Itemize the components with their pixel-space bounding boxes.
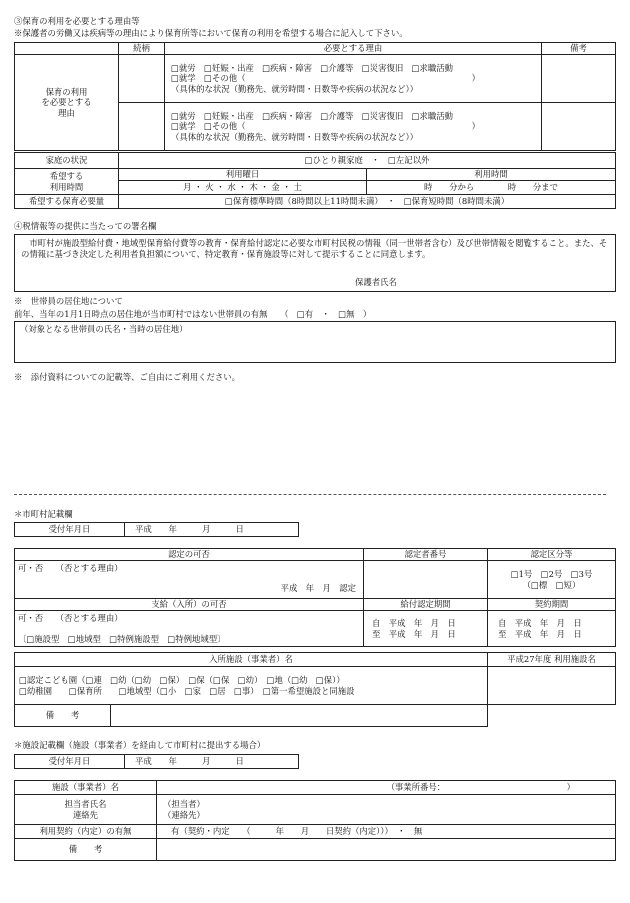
cert-line-1: 可・否 （否とする理由） bbox=[18, 563, 123, 573]
residence-title: ※ 世帯員の居住地について bbox=[14, 296, 123, 306]
facility-receipt-date[interactable]: 平成 年 月 日 bbox=[125, 755, 299, 769]
pay-cell[interactable] bbox=[15, 611, 364, 647]
contract-cell[interactable] bbox=[488, 611, 616, 647]
payperiod-from: 自 平成 年 月 日 bbox=[372, 618, 456, 628]
facility-line-1: □認定こども園（□連 □幼（□幼 □保） □保（□保 □幼） □地（□幼 □保）） bbox=[19, 675, 345, 685]
facility-receipt-label: 受付年月日 bbox=[15, 755, 125, 769]
contract-status-field[interactable]: 有（契約・内定 （ 年 月 日契約（内定））） ・ 無 bbox=[157, 825, 616, 839]
amount-label: 希望する保育必要量 bbox=[15, 195, 119, 209]
reason-table-corner bbox=[15, 43, 119, 55]
relation-cell-1[interactable] bbox=[119, 55, 165, 103]
facility-header: 入所施設（事業者）名 bbox=[15, 653, 488, 667]
reason-options-1[interactable] bbox=[165, 55, 542, 103]
payperiod-header: 給付認定期間 bbox=[364, 599, 488, 611]
family-time-table bbox=[14, 152, 616, 209]
facility-name-label: 施設（事業者）名 bbox=[15, 781, 157, 795]
amount-options[interactable]: □保育標準時間（8時間以上11時間未満） ・ □保育短時間（8時間未満） bbox=[119, 195, 616, 209]
certcat-cell[interactable] bbox=[488, 561, 616, 599]
attachment-note: ※ 添付資料についての記載等、ご自由にご利用ください。 bbox=[14, 372, 240, 382]
reason-line-2: □就学 □その他（ ） bbox=[171, 73, 480, 84]
pay-line-2: 〔□施設型 □地域型 □特例施設型 □特例地域型〕 bbox=[18, 633, 226, 644]
reason-line-3: （具体的な状況（勤務先、就労時間・日数等や疾病の状況など）） bbox=[171, 131, 419, 142]
days-options[interactable]: 月 ・ 火 ・ 水 ・ 木 ・ 金 ・ 土 bbox=[119, 181, 367, 195]
cert-line-2: 平成 年 月 認定 bbox=[280, 582, 356, 593]
consent-box bbox=[14, 234, 616, 292]
residence-box[interactable] bbox=[14, 321, 616, 363]
family-options[interactable]: □ひとり親家庭 ・ □左記以外 bbox=[119, 153, 616, 169]
certno-cell[interactable] bbox=[364, 561, 488, 599]
city-remarks-blank bbox=[488, 705, 616, 727]
section3-note: ※保護者の労働又は疾病等の理由により保育所等において保育の利用を希望する場合に記入して下さい。 bbox=[14, 28, 408, 38]
reason-options-2[interactable] bbox=[165, 103, 542, 151]
facility-line-2: □幼稚園 □保育所 □地域型（□小 □家 □居 □事） □第一希望施設と同施設 bbox=[19, 685, 355, 696]
reason-header: 必要とする理由 bbox=[165, 43, 542, 55]
contract-from: 自 平成 年 月 日 bbox=[498, 618, 582, 628]
facility-remarks-label: 備 考 bbox=[15, 839, 157, 861]
days-header: 利用曜日 bbox=[119, 169, 367, 181]
cut-line bbox=[14, 494, 606, 495]
reason-row-label: 保育の利用 を必要とする 理由 bbox=[15, 55, 119, 151]
relation-header: 続柄 bbox=[119, 43, 165, 55]
reason-table bbox=[14, 42, 616, 151]
reason-line-2: □就学 □その他（ ） bbox=[171, 121, 480, 132]
certno-header: 認定者番号 bbox=[364, 549, 488, 561]
hope-time-label: 希望する 利用時間 bbox=[15, 169, 119, 195]
guardian-signature-field[interactable] bbox=[415, 276, 605, 288]
certcat-line-1: □1号 □2号 □3号 bbox=[510, 569, 593, 579]
hours-field[interactable]: 時 分から 時 分まで bbox=[367, 181, 616, 195]
guardian-signature-label: 保護者氏名 bbox=[355, 277, 397, 287]
section3-title: ③保育の利用を必要とする理由等 bbox=[14, 16, 140, 26]
office-number-field[interactable]: （事業所番号： ） bbox=[157, 781, 616, 795]
payperiod-cell[interactable] bbox=[364, 611, 488, 647]
section4-title: ④税情報等の提供に当たっての署名欄 bbox=[14, 221, 157, 231]
residence-box-label: （対象となる世帯員の氏名・当時の居住地） bbox=[20, 324, 188, 334]
reason-line-3: （具体的な状況（勤務先、就労時間・日数等や疾病の状況など）） bbox=[171, 83, 419, 94]
city-remarks-cell[interactable] bbox=[111, 705, 488, 727]
certcat-header: 認定区分等 bbox=[488, 549, 616, 561]
cert-cell[interactable] bbox=[15, 561, 364, 599]
payperiod-to: 至 平成 年 月 日 bbox=[372, 628, 456, 639]
pay-line-1: 可・否 （否とする理由） bbox=[18, 613, 123, 623]
relation-cell-2[interactable] bbox=[119, 103, 165, 151]
facility-options[interactable] bbox=[15, 667, 488, 705]
remarks-cell-1[interactable] bbox=[542, 55, 616, 103]
facility-year-cell[interactable] bbox=[488, 667, 616, 705]
remarks-header: 備考 bbox=[542, 43, 616, 55]
city-receipt-table bbox=[14, 522, 299, 537]
cert-header: 認定の可否 bbox=[15, 549, 364, 561]
person-field[interactable]: （担当者） （連絡先） bbox=[157, 795, 616, 825]
city-receipt-label: 受付年月日 bbox=[15, 523, 125, 537]
remarks-cell-2[interactable] bbox=[542, 103, 616, 151]
contract-status-label: 利用契約（内定）の有無 bbox=[15, 825, 157, 839]
facility-table bbox=[14, 652, 616, 727]
facility-receipt-table bbox=[14, 754, 299, 769]
certcat-line-2: （□標 □短） bbox=[522, 579, 581, 590]
facility-record-table bbox=[14, 780, 616, 861]
city-receipt-date[interactable]: 平成 年 月 日 bbox=[125, 523, 299, 537]
city-record-table bbox=[14, 548, 616, 647]
person-label: 担当者氏名 連絡先 bbox=[15, 795, 157, 825]
free-area[interactable] bbox=[14, 390, 615, 490]
facility-remarks-cell[interactable] bbox=[157, 839, 616, 861]
reason-line-1: □就労 □妊娠・出産 □疾病・障害 □介護等 □災害復旧 □求職活動 bbox=[171, 110, 453, 121]
facility-section-title: ＊施設記載欄（施設（事業者）を経由して市町村に提出する場合） bbox=[14, 740, 266, 750]
hours-header: 利用時間 bbox=[367, 169, 616, 181]
facility-year-header: 平成27年度 利用施設名 bbox=[488, 653, 616, 667]
contract-to: 至 平成 年 月 日 bbox=[498, 628, 582, 639]
contract-header: 契約期間 bbox=[488, 599, 616, 611]
reason-line-1: □就労 □妊娠・出産 □疾病・障害 □介護等 □災害復旧 □求職活動 bbox=[171, 62, 453, 73]
residence-question[interactable]: 前年、当年の1月1日時点の居住地が当市町村ではない世帯員の有無 （ □有 ・ □無 ） bbox=[14, 309, 372, 319]
pay-header: 支給（入所）の可否 bbox=[15, 599, 364, 611]
consent-text: 市町村が施設型給付費・地域型保育給付費等の教育・保育給付認定に必要な市町村民税の情報（同一世帯者含む）及び世帯情報を閲覧すること。また、その情報に基づき決定した利用者負担額について、特定教育・保育施設等に対して提示することに同意します。 bbox=[21, 238, 608, 259]
city-section-title: ＊市町村記載欄 bbox=[14, 509, 73, 519]
family-label: 家庭の状況 bbox=[15, 153, 119, 169]
city-remarks-label: 備 考 bbox=[15, 705, 111, 727]
